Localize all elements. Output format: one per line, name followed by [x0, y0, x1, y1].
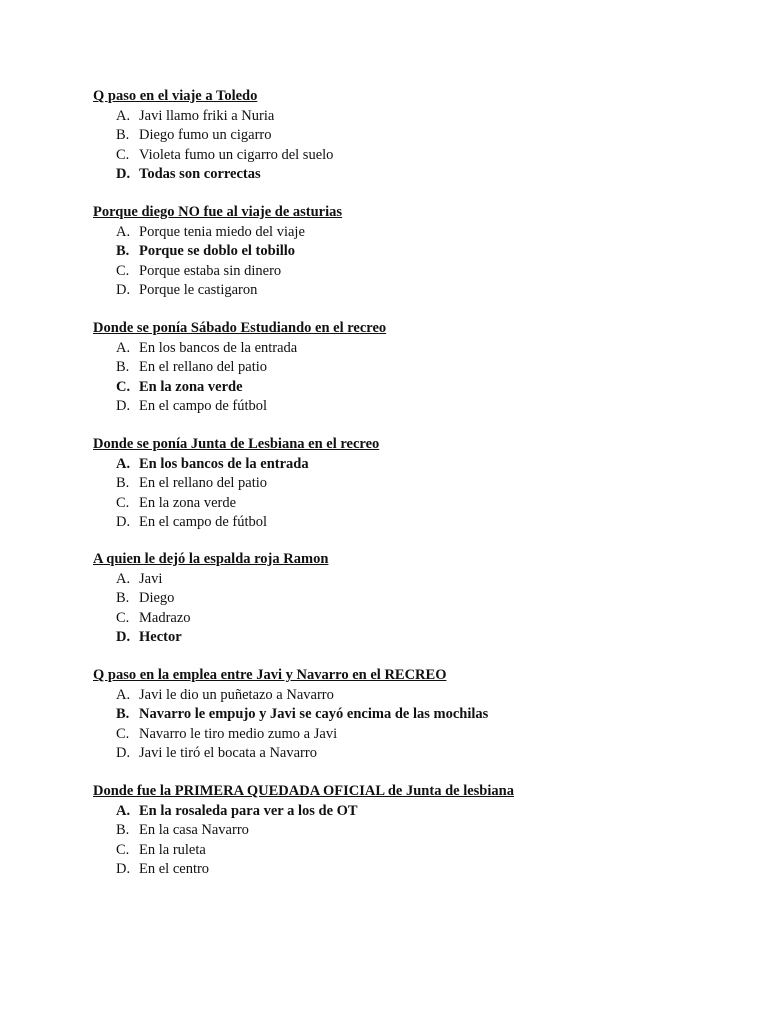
- option-text: Navarro le empujo y Javi se cayó encima de las mochilas: [139, 706, 489, 722]
- option-text: Javi: [139, 570, 163, 587]
- option-text: Porque se doblo el tobillo: [139, 243, 296, 259]
- option-text: Diego fumo un cigarro: [139, 127, 272, 143]
- option-text: Porque le castigaron: [139, 282, 258, 298]
- question-block: [93, 87, 733, 185]
- answer-option: [93, 455, 733, 475]
- option-letter: B.: [116, 822, 130, 838]
- option-letter: D.: [116, 398, 131, 414]
- option-text: Javi le dio un puñetazo a Navarro: [139, 686, 334, 703]
- answer-option: [93, 609, 733, 629]
- answer-option: [93, 474, 733, 494]
- answer-option: [93, 744, 733, 764]
- answer-option: [93, 705, 733, 725]
- option-text: En la casa Navarro: [139, 822, 249, 838]
- option-letter: A.: [116, 339, 131, 356]
- option-letter: A.: [116, 223, 131, 240]
- question-title: Porque diego NO fue al viaje de asturias: [93, 204, 343, 220]
- option-text: En el rellano del patio: [139, 475, 268, 491]
- answer-option: [93, 107, 733, 127]
- answer-option: [93, 126, 733, 146]
- answer-option: [93, 570, 733, 590]
- option-text: Porque tenia miedo del viaje: [139, 223, 305, 240]
- option-letter: A.: [116, 570, 131, 587]
- option-letter: D.: [116, 282, 131, 298]
- answer-option: [93, 281, 733, 301]
- option-text: En el centro: [139, 861, 210, 877]
- option-text: Javi llamo friki a Nuria: [139, 107, 275, 124]
- option-text: Javi le tiró el bocata a Navarro: [139, 745, 317, 761]
- option-letter: A.: [116, 455, 131, 472]
- answer-option: [93, 628, 733, 648]
- question-block: [93, 203, 733, 301]
- option-letter: A.: [116, 802, 131, 819]
- answer-option: [93, 589, 733, 609]
- option-letter: B.: [116, 127, 130, 143]
- option-text: En la zona verde: [139, 378, 243, 395]
- option-text: Porque estaba sin dinero: [139, 262, 282, 279]
- question-block: [93, 782, 733, 880]
- option-text: Violeta fumo un cigarro del suelo: [139, 146, 334, 163]
- question-block: [93, 435, 733, 533]
- option-letter: D.: [116, 629, 131, 645]
- option-text: Todas son correctas: [139, 166, 261, 182]
- answer-option: [93, 841, 733, 861]
- answer-option: [93, 397, 733, 417]
- option-text: Hector: [139, 629, 182, 645]
- option-text: En los bancos de la entrada: [139, 455, 309, 472]
- question-block: [93, 666, 733, 764]
- option-text: Madrazo: [139, 609, 191, 626]
- question-title: Donde se ponía Junta de Lesbiana en el recreo: [93, 436, 380, 452]
- option-letter: C.: [116, 378, 131, 395]
- option-letter: C.: [116, 609, 130, 626]
- option-letter: A.: [116, 107, 131, 124]
- answer-option: [93, 686, 733, 706]
- answer-option: [93, 358, 733, 378]
- question-title: Donde fue la PRIMERA QUEDADA OFICIAL de Junta de lesbiana: [93, 783, 514, 799]
- option-letter: A.: [116, 686, 131, 703]
- option-letter: D.: [116, 861, 131, 877]
- option-letter: C.: [116, 262, 130, 279]
- answer-option: [93, 242, 733, 262]
- option-letter: C.: [116, 146, 130, 163]
- option-text: En la ruleta: [139, 841, 206, 858]
- answer-option: [93, 725, 733, 745]
- answer-option: [93, 146, 733, 166]
- option-letter: B.: [116, 359, 130, 375]
- answer-option: [93, 223, 733, 243]
- option-text: Navarro le tiro medio zumo a Javi: [139, 725, 338, 742]
- option-letter: B.: [116, 590, 130, 606]
- option-letter: D.: [116, 514, 131, 530]
- option-letter: C.: [116, 494, 130, 511]
- answer-option: [93, 513, 733, 533]
- answer-option: [93, 494, 733, 514]
- answer-option: [93, 262, 733, 282]
- answer-option: [93, 821, 733, 841]
- answer-option: [93, 165, 733, 185]
- question-title: Donde se ponía Sábado Estudiando en el recreo: [93, 320, 387, 336]
- option-letter: B.: [116, 706, 130, 722]
- answer-option: [93, 378, 733, 398]
- question-title: Q paso en el viaje a Toledo: [93, 88, 258, 104]
- option-letter: C.: [116, 841, 130, 858]
- option-text: En la zona verde: [139, 494, 237, 511]
- option-text: En el campo de fútbol: [139, 398, 268, 414]
- option-letter: B.: [116, 243, 130, 259]
- answer-option: [93, 339, 733, 359]
- question-title: Q paso en la emplea entre Javi y Navarro en el RECREO: [93, 667, 447, 683]
- option-letter: D.: [116, 745, 131, 761]
- answer-option: [93, 802, 733, 822]
- question-block: [93, 319, 733, 417]
- option-letter: B.: [116, 475, 130, 491]
- option-letter: D.: [116, 166, 131, 182]
- option-text: En el campo de fútbol: [139, 514, 268, 530]
- question-title: A quien le dejó la espalda roja Ramon: [93, 551, 329, 567]
- option-text: Diego: [139, 590, 175, 606]
- option-text: En los bancos de la entrada: [139, 339, 298, 356]
- option-text: En la rosaleda para ver a los de OT: [139, 802, 358, 819]
- option-text: En el rellano del patio: [139, 359, 268, 375]
- option-letter: C.: [116, 725, 130, 742]
- answer-option: [93, 860, 733, 880]
- question-block: [93, 550, 733, 648]
